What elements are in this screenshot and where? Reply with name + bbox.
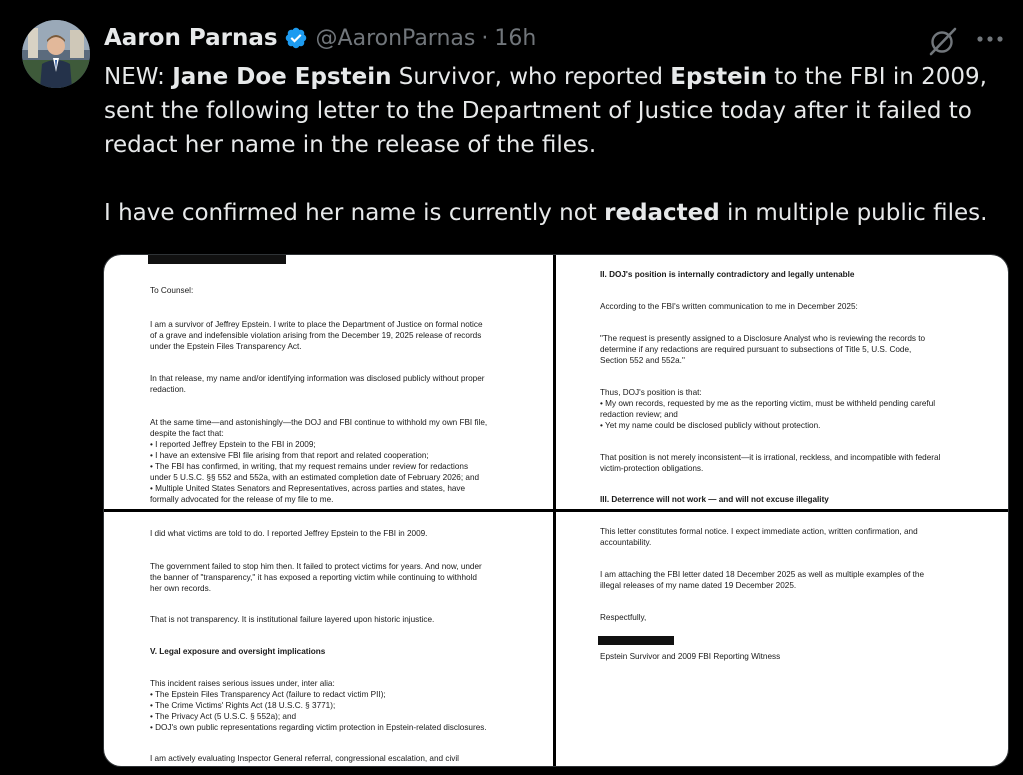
author-handle[interactable]: @AaronParnas bbox=[315, 25, 476, 51]
letter-line: • The Crime Victims' Rights Act (18 U.S.C. § 3771); bbox=[150, 701, 336, 710]
letter-page-4[interactable] bbox=[556, 512, 1008, 766]
author-name[interactable]: Aaron Parnas bbox=[104, 25, 278, 51]
letter-line: the banner of "transparency," it has exposed a reporting victim while continuing to withhold bbox=[150, 573, 477, 582]
letter-line: I did what victims are told to do. I reported Jeffrey Epstein to the FBI in 2009. bbox=[150, 529, 428, 538]
letter-page-2[interactable] bbox=[556, 255, 1008, 509]
letter-line: According to the FBI's written communication to me in December 2025: bbox=[600, 302, 858, 311]
letter-line: under 5 U.S.C. §§ 552 and 552a, with an estimated completion date of February 2026; and bbox=[150, 473, 480, 482]
letter-line: determine if any redactions are required pursuant to subsections of Title 5, U.S. Code, bbox=[600, 345, 912, 354]
letter-line: Epstein Survivor and 2009 FBI Reporting Witness bbox=[600, 652, 781, 661]
letter-page-1[interactable] bbox=[104, 255, 553, 509]
redaction-bar bbox=[148, 255, 286, 264]
letter-line: of a grave and indefensible violation arising from the December 19, 2025 release of records bbox=[150, 331, 482, 340]
letter-line: • The Privacy Act (5 U.S.C. § 552a); and bbox=[150, 712, 297, 721]
letter-line: • I reported Jeffrey Epstein to the FBI in 2009; bbox=[150, 440, 316, 449]
letter-line: • Multiple United States Senators and Representatives, across parties and states, have bbox=[150, 484, 466, 493]
tweet-line-3: redact her name in the release of the files. bbox=[104, 132, 597, 158]
letter-heading: V. Legal exposure and oversight implications bbox=[150, 647, 326, 656]
tweet-header bbox=[104, 22, 536, 54]
letter-line: Thus, DOJ's position is that: bbox=[600, 388, 702, 397]
more-options-icon[interactable] bbox=[975, 26, 1005, 52]
letter-line: I am actively evaluating Inspector General referral, congressional escalation, and civil bbox=[150, 754, 460, 763]
media-grid[interactable] bbox=[103, 254, 1009, 767]
letter-line: This letter constitutes formal notice. I expect immediate action, written confirmation, and bbox=[600, 527, 918, 536]
tweet-line-1: NEW: Jane Doe Epstein Survivor, who reported Epstein to the FBI in 2009, bbox=[104, 64, 987, 90]
tweet-text bbox=[104, 60, 1019, 230]
letter-line: victim-protection obligations. bbox=[600, 464, 704, 473]
letter-line: her own records. bbox=[150, 584, 211, 593]
avatar-image bbox=[22, 20, 90, 88]
letter-line: That is not transparency. It is institutional failure layered upon historic injustice. bbox=[150, 615, 435, 624]
letter-line: accountability. bbox=[600, 538, 652, 547]
letter-heading: II. DOJ's position is internally contradictory and legally untenable bbox=[600, 270, 855, 279]
redaction-bar bbox=[598, 636, 674, 645]
grok-icon[interactable] bbox=[927, 26, 959, 56]
letter-line: To Counsel: bbox=[150, 286, 194, 295]
letter-line: That position is not merely inconsistent—it is irrational, reckless, and incompatible with federal bbox=[600, 453, 941, 462]
timestamp[interactable]: 16h bbox=[494, 25, 537, 51]
letter-line: Respectfully, bbox=[600, 613, 647, 622]
letter-line: despite the fact that: bbox=[150, 429, 224, 438]
letter-line: • The Epstein Files Transparency Act (failure to redact victim PII); bbox=[150, 690, 386, 699]
separator-dot: · bbox=[481, 25, 489, 51]
letter-line: Section 552 and 552a." bbox=[600, 356, 685, 365]
tweet-line-2: sent the following letter to the Department of Justice today after it failed to bbox=[104, 98, 972, 124]
letter-page-3[interactable] bbox=[104, 512, 553, 766]
letter-line: redaction review; and bbox=[600, 410, 678, 419]
letter-line: • The FBI has confirmed, in writing, that my request remains under review for redactions bbox=[150, 462, 469, 471]
verified-badge-icon bbox=[284, 26, 308, 50]
letter-line: "The request is presently assigned to a Disclosure Analyst who is reviewing the records to bbox=[600, 334, 926, 343]
tweet-line-4: I have confirmed her name is currently not redacted in multiple public files. bbox=[104, 200, 988, 226]
letter-line: under the Epstein Files Transparency Act. bbox=[150, 342, 302, 351]
letter-line: In that release, my name and/or identifying information was disclosed publicly without proper bbox=[150, 374, 485, 383]
letter-line: I am a survivor of Jeffrey Epstein. I write to place the Department of Justice on formal notice bbox=[150, 320, 483, 329]
letter-line: • Yet my name could be disclosed publicly without protection. bbox=[600, 421, 821, 430]
letter-line: • I have an extensive FBI file arising from that report and related cooperation; bbox=[150, 451, 429, 460]
letter-line: I am attaching the FBI letter dated 18 December 2025 as well as multiple examples of the bbox=[600, 570, 925, 579]
letter-heading: III. Deterrence will not work — and will not excuse illegality bbox=[600, 495, 829, 504]
letter-line: illegal releases of my name dated 19 December 2025. bbox=[600, 581, 797, 590]
letter-line: At the same time—and astonishingly—the DOJ and FBI continue to withhold my own FBI file, bbox=[150, 418, 488, 427]
letter-line: formally advocated for the release of my file to me. bbox=[150, 495, 334, 504]
letter-line: • My own records, requested by me as the reporting victim, must be withheld pending careful bbox=[600, 399, 936, 408]
letter-line: redaction. bbox=[150, 385, 186, 394]
letter-line: This incident raises serious issues under, inter alia: bbox=[150, 679, 335, 688]
letter-line: • DOJ's own public representations regarding victim protection in Epstein-related disclosures. bbox=[150, 723, 487, 732]
avatar[interactable] bbox=[22, 20, 90, 88]
letter-line: The government failed to stop him then. It failed to protect victims for years. And now, under bbox=[150, 562, 482, 571]
